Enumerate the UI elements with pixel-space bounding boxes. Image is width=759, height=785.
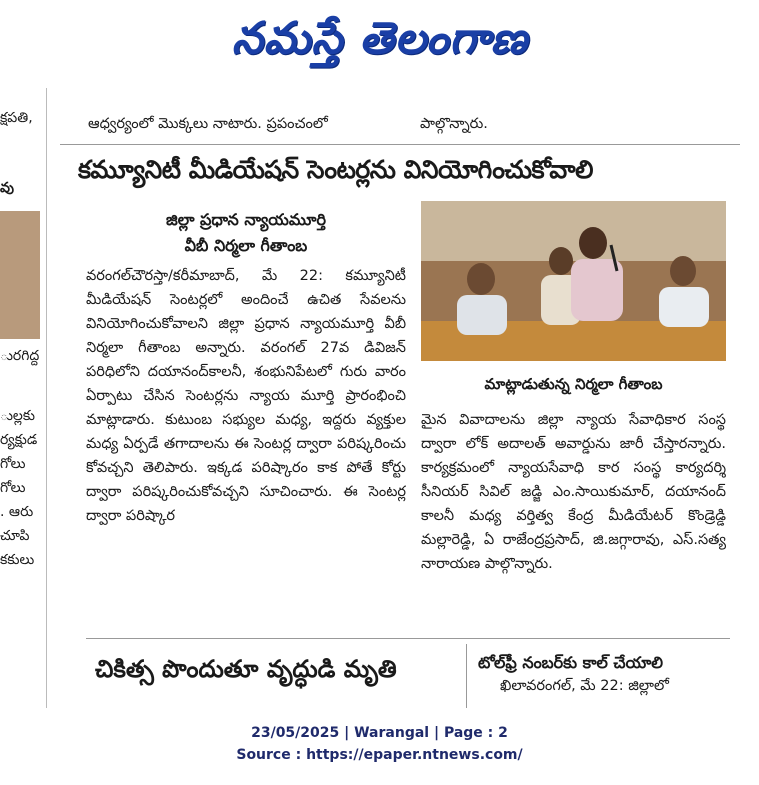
column-divider: [466, 644, 467, 708]
left-fragment: గోలు: [0, 480, 26, 496]
bottom-headline-left: చికిత్స పొందుతూ వృద్ధుడి మృతి: [95, 655, 397, 683]
masthead: [0, 0, 759, 78]
article-photo: [421, 201, 726, 361]
bottom-headline-right: టోల్‌ఫ్రీ నంబర్‌కు కాల్ చేయాలి: [478, 653, 664, 672]
left-fragment: చూపి: [0, 528, 30, 544]
top-strip-left: [88, 88, 398, 140]
bottom-right-body: ఖిలావరంగల్, మే 22: జిల్లాలో: [500, 678, 669, 694]
left-photo: [0, 211, 40, 339]
left-fragment: . ఆరు: [0, 504, 34, 520]
article-subhead-line2: వీబీ నిర్మలా గీతాంబ: [184, 236, 308, 255]
newspaper-logo: నమస్తే తెలంగాణ: [231, 13, 529, 64]
article-body-text: వరంగల్‌చౌరస్తా/కరీమాబాద్, మే 22: కమ్యూనిటీ మీడియేషన్ సెంటర్లలో అందించే ఉచిత సేవలను వినియోగించుకోవాలని జిల్లా ప్రధాన న్యాయమూర్తి వీబీ నిర్మలా గీతాంబ అన్నారు. వరంగల్ 27వ డివిజన్ పరిధిలోని దయానంద్‌కాలనీ, శంభునిపేటలో గురు వారం ఏర్పాటు చేసిన సెంటర్లను న్యాయ మూర్తి ప్రారంభించి మాట్లాడారు. కుటుంబ సభ్యుల మధ్య, ఇద్దరు వ్యక్తుల మధ్య ఏర్పడే తగాదాలను ఈ సెంటర్ల ద్వారా పరిష్కరించు కోవచ్చని తెలిపారు. ఇక్కడ పరిష్కారం కాక పోతే కోర్టు ద్వారా పరిష్కరించుకోవచ్చని సూచించారు. ఈ సెంటర్ల ద్వారా పరిష్కార: [86, 268, 406, 524]
top-strip-right: [420, 88, 730, 140]
article-headline: కమ్యూనిటీ మీడియేషన్ సెంటర్లను వినియోగించుకోవాలి: [78, 155, 593, 184]
article-body-column-2: [421, 408, 726, 634]
page-footer: [0, 722, 759, 766]
divider: [86, 638, 730, 639]
newspaper-page: [0, 88, 759, 708]
left-fragment: క్షపతి,: [0, 110, 33, 126]
left-fragment: ుల్లకు: [0, 408, 36, 424]
left-fragment: గోలు: [0, 456, 26, 472]
top-strip-right-line: పాల్గొన్నారు.: [420, 116, 488, 132]
photo-illustration: [421, 201, 726, 361]
photo-caption: మాట్లాడుతున్న నిర్మలా గీతాంబ: [484, 375, 663, 393]
article-body-text: మైన వివాదాలను జిల్లా న్యాయ సేవాధికార సంస్థ ద్వారా లోక్ అదాలత్ అవార్డును జారీ చేస్తారన్నారు. కార్యక్రమంలో న్యాయసేవాధి కార సంస్థ కార్యదర్శి సీనియర్ సివిల్ జడ్జి ఎం.సాయికుమార్, దయానంద్ కాలనీ మధ్య వర్తిత్వ కేంద్ర మీడియేటర్ కొండ్రెడ్డి మల్లారెడ్డి, ఏ రాజేంద్రప్రసాద్, జి.జగ్గారావు, ఎస్.సత్య నారాయణ పాల్గొన్నారు.: [421, 412, 726, 572]
left-fragment: వు: [0, 180, 14, 196]
left-fragment: ర్యక్షుడ: [0, 432, 38, 448]
article-body-column-1: [86, 264, 406, 634]
article-subhead-line1: జిల్లా ప్రధాన న్యాయమూర్తి: [166, 210, 326, 229]
divider: [60, 144, 740, 145]
left-fragment: ురగిద్ద: [0, 348, 40, 364]
footer-source-line: Source : https://epaper.ntnews.com/: [236, 747, 523, 763]
left-fragment: కకులు: [0, 552, 35, 568]
left-column-fragment: [0, 88, 47, 708]
top-strip-left-line: ఆధ్వర్యంలో మొక్కలు నాటారు. ప్రపంచంలో: [88, 116, 328, 132]
footer-edition-line: 23/05/2025 | Warangal | Page : 2: [251, 725, 508, 741]
